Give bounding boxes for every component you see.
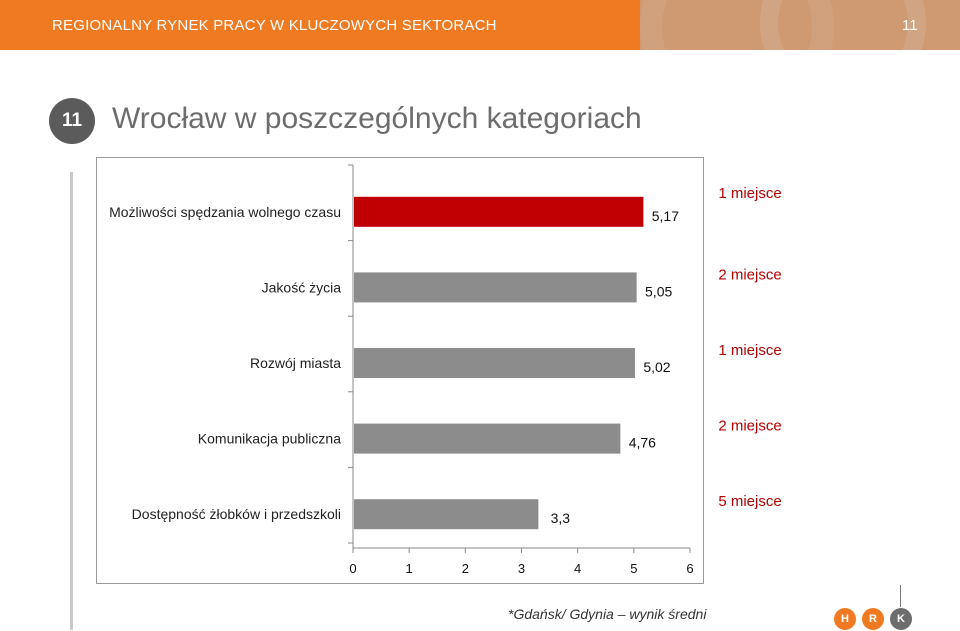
category-label: Dostępność żłobków i przedszkoli	[131, 506, 341, 523]
rank-label: 2 miejsce	[718, 417, 782, 435]
bar	[354, 424, 620, 454]
section-number-badge: 11	[49, 98, 95, 144]
page-number: 11	[902, 17, 918, 34]
x-tick-label: 1	[405, 561, 413, 576]
data-label: 4,76	[628, 434, 656, 451]
x-tick-label: 6	[686, 561, 694, 576]
category-label: Możliwości spędzania wolnego czasu	[109, 203, 341, 220]
logo-letter-r: R	[862, 608, 884, 630]
footnote: *Gdańsk/ Gdynia – wynik średni	[508, 606, 707, 622]
rank-label: 1 miejsce	[718, 342, 782, 359]
logo-letter-k: K	[890, 608, 912, 630]
rank-label: 2 miejsce	[718, 266, 782, 284]
rank-label: 5 miejsce	[718, 493, 782, 511]
x-tick-label: 5	[630, 561, 638, 576]
category-label: Jakość życia	[261, 279, 341, 296]
bar	[354, 272, 637, 302]
x-tick-label: 3	[517, 561, 526, 576]
page-title: Wrocław w poszczególnych kategoriach	[112, 102, 642, 135]
category-label: Rozwój miasta	[249, 355, 341, 371]
logo-divider	[900, 585, 901, 607]
x-tick-label: 0	[349, 561, 357, 576]
bar	[354, 348, 635, 378]
rank-label: 1 miejsce	[718, 184, 782, 202]
x-tick-label: 4	[574, 561, 582, 576]
data-label: 5,17	[651, 207, 680, 224]
bar	[354, 197, 643, 227]
data-label: 5,02	[643, 359, 671, 375]
data-label: 5,05	[645, 283, 673, 300]
header-title: REGIONALNY RYNEK PRACY W KLUCZOWYCH SEKTORACH	[52, 17, 497, 34]
bar	[354, 499, 538, 529]
category-label: Komunikacja publiczna	[197, 430, 341, 447]
x-tick-label: 2	[461, 561, 469, 576]
logo-letter-h: H	[834, 608, 856, 630]
data-label: 3,3	[550, 510, 571, 527]
